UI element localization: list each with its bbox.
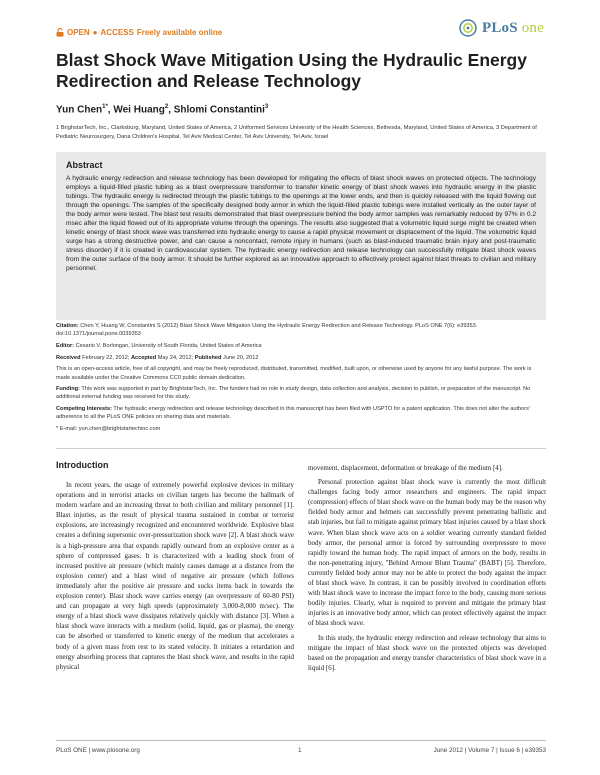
competing-interests-label: Competing Interests: <box>56 406 112 413</box>
published-date: June 20, 2012 <box>223 354 259 361</box>
footer-page-number: 1 <box>298 747 302 754</box>
freely-available-label: Freely available online <box>136 28 223 37</box>
competing-interests-text: The hydraulic energy redirection and release technology described in this manuscript has been filed with USPTO for a patent application. This does not alter the authors' adherence to all the PLoS ONE policies on sharing data and materials. <box>56 406 530 421</box>
body-paragraph: In this study, the hydraulic energy redirection and release technology that aims to mitigate the impact of blast shock wave on the protected objects was developed based on the propagation and energy transfer characteristics of blast shock wave in a liquid [6]. <box>308 633 546 672</box>
logo-plos-text: PLoS <box>481 19 518 36</box>
editor-label: Editor: <box>56 342 75 349</box>
body-paragraph: In recent years, the usage of extremely powerful explosive devices in military operations and in terrorist attacks on civilian targets has become the hallmark of modern warfare and an increasing threat to both civilian and military personnel [1]. Blast injuries, as the result of physical trauma sustained in combat or terrorist explosions, are increasingly recognized and encountered worldwide. Explosive blast creates a defining supersonic over-pressurization shock wave [2]. A blast shock wave is a high-pressure area that expands rapidly outward from an explosive center as a sphere of compressed gases. It is characterized with a leading shock front of increased positive air pressure (which mainly causes damage at a distance from the explosion center) and a blast wind of negative air pressure (which follows immediately after the positive air pressure and sucks items back in towards the explosion center). Blast shock wave carries energy (an overpressure of 60-80 PSI) and can propagate at very high speeds (approximately 3,000-8,000 m/sec). The energy of a blast shock wave dissipates relatively quickly with distance [3]. When a blast shock wave interacts with a medium (solid, liquid, gas or plasma), the energy can be absorbed or transferred to kinetic energy of the medium that accelerates a body of a given mass from rest to its stated velocity. It initiates a retardation and energy absorbing process that captures the blast shock wave, and results in the rapid physical <box>56 481 294 671</box>
accepted-date: May 24, 2012; <box>157 354 194 361</box>
plos-logo-mark-icon <box>458 18 478 38</box>
received-date: February 22, 2012; <box>82 354 130 361</box>
abstract-text: A hydraulic energy redirection and release technology has been developed for mitigating the effects of blast shock waves on protected objects. The technology employs a liquid-filled plastic tubing as a blast overpressure transformer to transfer kinetic energy of blast shock waves into hydraulic energy in the plastic tubings. The hydraulic energy is redirected through the plastic tubings to the openings at the lower ends, and then is quickly released with the liquid flowing out through the openings. The samples of the specifically designed body armor in which the liquid-filled plastic tubings were installed vertically as the outer layer of the body armor were tested. The blast test results demonstrated that blast overpressure behind the body armor samples was remarkably reduced by 97% in 0.2 msec after the liquid flowed out of its appropriate volume through the openings. The results also suggested that a volumetric liquid surge might be created when kinetic energy of blast shock wave was transferred into hydraulic energy to cause a rapid physical movement or displacement of the liquid. The volumetric liquid surge has a strong destructive power, and can cause a noncontact, remote injury in humans (such as blast-induced traumatic brain injury and post-traumatic stress disorder) if it is created in cardiovascular system. The hydraulic energy redirection and release technology can successfully mitigate blast shock waves from the outer surface of the body armor. It should be further explored as an innovative approach to effectively protect against blast threats to civilian and military personnel. <box>66 175 536 272</box>
competing-interests-line <box>56 405 546 421</box>
author-name[interactable]: Shlomi Constantini <box>173 104 265 116</box>
open-access-banner[interactable] <box>56 28 222 37</box>
published-label: Published <box>194 354 222 361</box>
footer-issue: June 2012 | Volume 7 | Issue 6 | e39353 <box>433 747 546 754</box>
author-affiliation-marker: 3 <box>264 104 269 110</box>
citation-line <box>56 322 546 338</box>
logo-one-text: one <box>521 19 544 36</box>
body-column-right <box>308 463 546 673</box>
section-divider <box>56 448 546 449</box>
plos-one-logo[interactable] <box>458 18 544 38</box>
affiliations: 1 BrighstarTech, Inc., Clarksburg, Maryland, United States of America, 2 Uniformed Services University of the Health Sciences, Bethesda, Maryland, United States of America, 3 Department of Pediatric Neurosurgery, Dana Children's Hospital, Tel Aviv Medical Center, Tel Aviv University, Tel Aviv, Israel <box>56 125 537 140</box>
editor-text: Cesario V. Borlongan, University of South Florida, United States of America <box>75 342 262 349</box>
copyright-line: This is an open-access article, free of all copyright, and may be freely reproduced, distributed, transmitted, modified, built upon, or otherwise used by anyone for any lawful purpose. The work is made available under the Creative Commons CC0 public domain dedication. <box>56 366 532 381</box>
author-affiliation-marker: 2 <box>164 104 169 110</box>
funding-line <box>56 385 546 401</box>
funding-text: This work was supported in part by BrightstarTech, Inc. The funders had no role in study design, data collection and analysis, decision to publish, or preparation of the manuscript. No additional external funding was received for this study. <box>56 386 531 401</box>
citation-text: Chen Y, Huang W, Constantini S (2012) Blast Shock Wave Mitigation Using the Hydraulic Energy Redirection and Release Technology. PLoS ONE 7(6): e39353. doi:10.1371/journal.pone.0039353 <box>56 323 478 338</box>
open-label: OPEN <box>67 28 90 37</box>
body-column-left <box>56 460 294 672</box>
accepted-label: Accepted <box>130 354 157 361</box>
email-line[interactable]: * E-mail: yun.chen@brightstartechinc.com <box>56 426 161 433</box>
abstract-heading: Abstract <box>66 160 103 170</box>
citation-label: Citation: <box>56 323 79 329</box>
open-lock-icon <box>56 28 64 37</box>
open-lock-glyph: ● <box>92 28 98 37</box>
page-footer <box>56 740 546 759</box>
author-name[interactable]: Yun Chen <box>56 104 103 116</box>
dates-line <box>56 354 546 362</box>
body-paragraph: movement, displacement, deformation or breakage of the medium [4]. <box>308 464 503 472</box>
article-title: Blast Shock Wave Mitigation Using the Hydraulic Energy Redirection and Release Technology <box>56 50 527 91</box>
footer-journal[interactable]: PLoS ONE | www.plosone.org <box>56 747 140 754</box>
received-label: Received <box>56 354 81 361</box>
author-affiliation-marker: 1* <box>102 104 108 110</box>
author-list: Yun Chen$^{1*}$, Wei Huang$^2$, Shlomi Constantini$^3$ <box>56 104 269 116</box>
article-metadata <box>56 322 546 437</box>
introduction-heading: Introduction <box>56 460 109 470</box>
access-label: ACCESS <box>100 28 134 37</box>
editor-line <box>56 342 546 350</box>
abstract-box <box>56 152 546 320</box>
body-paragraph: Personal protection against blast shock wave is currently the most difficult challenges facing body armor researchers and engineers. The rapid impact (compression) effects of blast shock wave on the human body may be the reason why fielded body armor and helmets can successfully prevent penetrating ballistic and stab injuries, but fail to mitigate against primary blast injuries caused by a blast shock wave. When blast shock wave acts on a soldier wearing currently standard fielded body armor, the personal armor is forced by surrounding overpressure to move rapidly toward the human body. The rapid impact of armors on the body, results in the non-penetrating injury, "Behind Armour Blunt Trauma" (BABT) [5]. Therefore, currently fielded body armor may not be able to protect the body against the impact of blast shock wave. In contrast, it can be possibly involved in coordination efforts with blast shock wave to increase the impact force to the body, causing more serious bodily injuries. Clearly, what is required to prevent and mitigate the primary blast injuries is an innovative body armor, which can protect effectively against the impact of blast shock wave. <box>308 478 546 628</box>
author-name[interactable]: Wei Huang <box>113 104 165 116</box>
funding-label: Funding: <box>56 386 80 393</box>
